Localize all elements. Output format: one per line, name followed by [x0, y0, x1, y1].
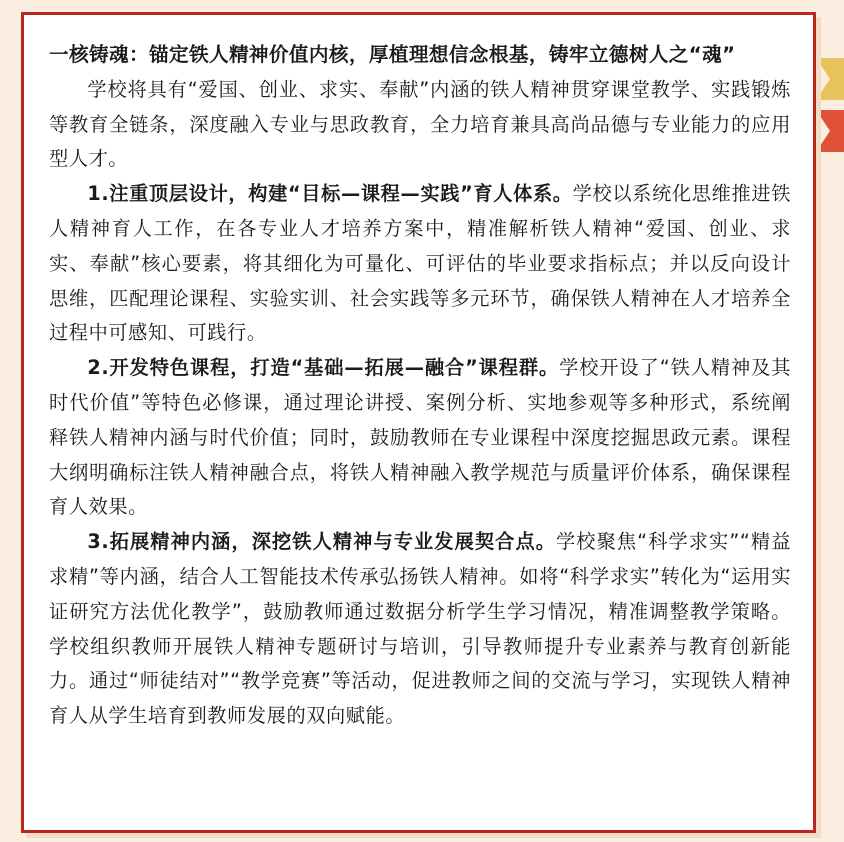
section-2-body: 学校开设了“铁人精神及其时代价值”等特色必修课，通过理论讲授、案例分析、实地参观等多种形式，系统阐释铁人精神内涵与时代价值；同时，鼓励教师在专业课程中深度挖掘思政元素。课程大纲明确标注铁人精神融合点，将铁人精神融入教学规范与质量评价体系，确保课程育人效果。 [49, 356, 791, 519]
section-3-body: 学校聚焦“科学求实”“精益求精”等内涵，结合人工智能技术传承弘扬铁人精神。如将“科学求实”转化为“运用实证研究方法优化教学”，鼓励教师通过数据分析学生学习情况，精准调整教学策略。学校组织教师开展铁人精神专题研讨与培训，引导教师提升专业素养与教育创新能力。通过“师徒结对”“教学竞赛”等活动，促进教师之间的交流与学习，实现铁人精神育人从学生培育到教师发展的双向赋能。 [49, 530, 791, 728]
red-ribbon-shape [816, 110, 844, 152]
yellow-ribbon-shape [816, 58, 844, 100]
section-3-paragraph [49, 525, 791, 734]
yellow-ribbon-decoration [816, 58, 844, 100]
section-3-title: 3.拓展精神内涵，深挖铁人精神与专业发展契合点。 [87, 530, 557, 554]
intro-paragraph: 学校将具有“爱国、创业、求实、奉献”内涵的铁人精神贯穿课堂教学、实践锻炼等教育全链条，深度融入专业与思政教育，全力培育兼具高尚品德与专业能力的应用型人才。 [49, 77, 791, 171]
section-2-paragraph [49, 351, 791, 525]
section-2-title: 2.开发特色课程，打造“基础—拓展—融合”课程群。 [87, 356, 560, 380]
article-card [21, 12, 816, 833]
red-ribbon-decoration [816, 110, 844, 152]
section-1-paragraph [49, 177, 791, 351]
section-1-title: 1.注重顶层设计，构建“目标—课程—实践”育人体系。 [87, 182, 573, 206]
section-1-body: 学校以系统化思维推进铁人精神育人工作，在各专业人才培养方案中，精准解析铁人精神“爱国、创业、求实、奉献”核心要素，将其细化为可量化、可评估的毕业要求指标点；并以反向设计思维，匹配理论课程、实验实训、社会实践等多元环节，确保铁人精神在人才培养全过程中可感知、可践行。 [49, 182, 791, 345]
article-heading: 一核铸魂：锚定铁人精神价值内核，厚植理想信念根基，铸牢立德树人之“魂” [49, 43, 736, 66]
